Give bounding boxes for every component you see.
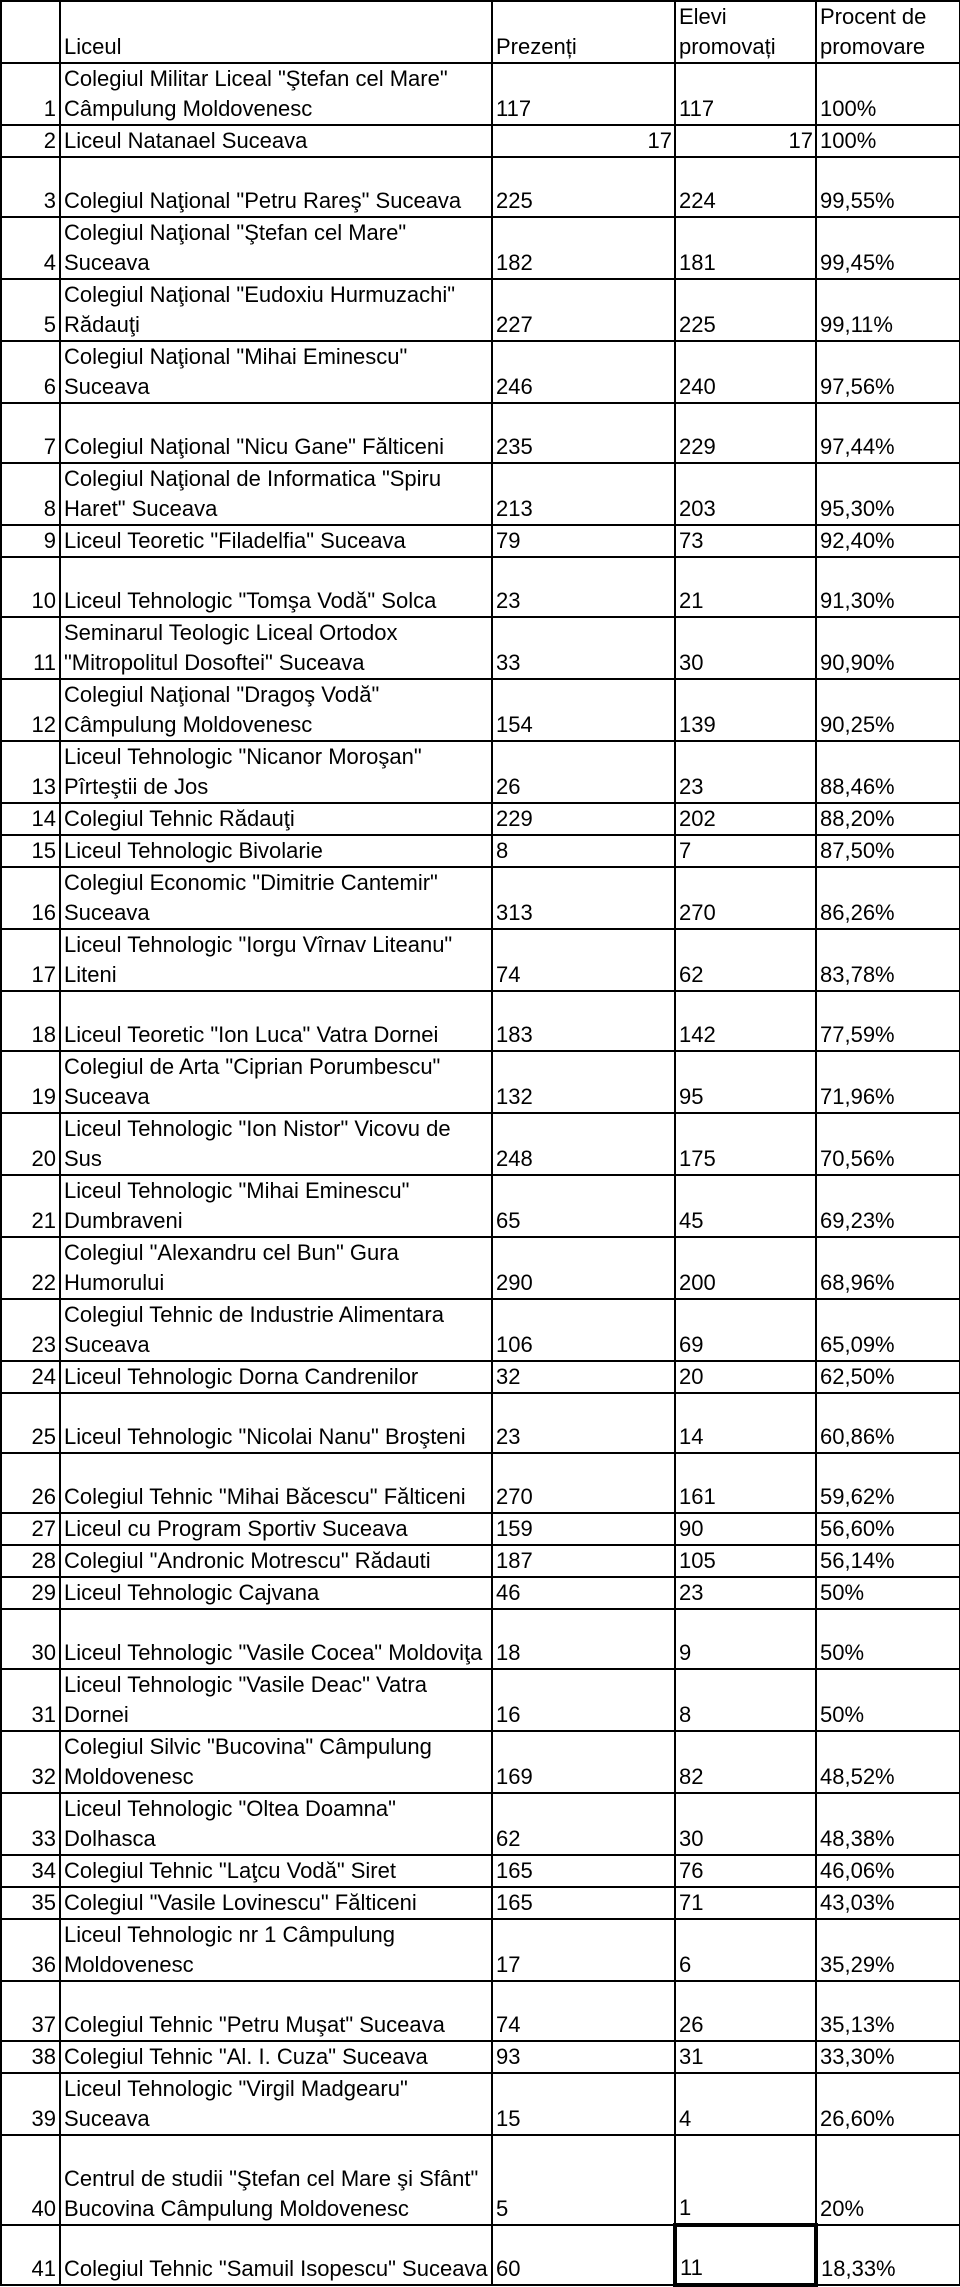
row-index: 5 (1, 279, 60, 341)
school-name: Liceul Tehnologic "Nicolai Nanu" Broşteni (60, 1393, 492, 1453)
present-count: 60 (492, 2225, 675, 2285)
promotion-percent: 88,20% (816, 803, 960, 835)
table-row (1, 1855, 960, 1887)
promotion-percent: 99,11% (816, 279, 960, 341)
promotion-percent: 35,29% (816, 1919, 960, 1981)
present-count: 227 (492, 279, 675, 341)
present-count: 23 (492, 1393, 675, 1453)
row-index: 39 (1, 2073, 60, 2135)
present-count: 165 (492, 1887, 675, 1919)
promotion-percent: 48,38% (816, 1793, 960, 1855)
school-name: Colegiul Naţional de Informatica "Spiru Haret" Suceava (60, 463, 492, 525)
school-name: Liceul Natanael Suceava (60, 125, 492, 157)
promotion-percent: 56,60% (816, 1513, 960, 1545)
school-name: Liceul Tehnologic "Mihai Eminescu" Dumbraveni (60, 1175, 492, 1237)
row-index: 41 (1, 2225, 60, 2285)
promoted-count: 270 (675, 867, 816, 929)
promoted-count: 181 (675, 217, 816, 279)
promotion-percent: 100% (816, 63, 960, 125)
present-count: 169 (492, 1731, 675, 1793)
row-index: 35 (1, 1887, 60, 1919)
school-name: Liceul Tehnologic Bivolarie (60, 835, 492, 867)
promoted-count: 90 (675, 1513, 816, 1545)
table-row (1, 157, 960, 217)
present-count: 248 (492, 1113, 675, 1175)
row-index: 2 (1, 125, 60, 157)
promotion-percent: 88,46% (816, 741, 960, 803)
row-index: 8 (1, 463, 60, 525)
table-row (1, 1887, 960, 1919)
table-row (1, 279, 960, 341)
school-name: Colegiul Silvic "Bucovina" Câmpulung Moldovenesc (60, 1731, 492, 1793)
promotion-percent: 43,03% (816, 1887, 960, 1919)
promoted-count: 17 (675, 125, 816, 157)
table-row (1, 1793, 960, 1855)
school-name: Liceul Tehnologic "Oltea Doamna" Dolhasca (60, 1793, 492, 1855)
table-row (1, 1051, 960, 1113)
row-index: 27 (1, 1513, 60, 1545)
present-count: 213 (492, 463, 675, 525)
table-row (1, 617, 960, 679)
school-name: Colegiul "Andronic Motrescu" Rădauti (60, 1545, 492, 1577)
school-name: Colegiul Naţional "Eudoxiu Hurmuzachi" Rădauţi (60, 279, 492, 341)
school-name: Colegiul de Arta "Ciprian Porumbescu" Suceava (60, 1051, 492, 1113)
promoted-count: 30 (675, 617, 816, 679)
promotion-percent: 50% (816, 1609, 960, 1669)
table-row (1, 1731, 960, 1793)
school-name: Liceul Tehnologic Cajvana (60, 1577, 492, 1609)
promotion-percent: 83,78% (816, 929, 960, 991)
promotion-percent: 92,40% (816, 525, 960, 557)
present-count: 15 (492, 2073, 675, 2135)
promotion-percent: 26,60% (816, 2073, 960, 2135)
promoted-count: 23 (675, 741, 816, 803)
promotion-percent: 20% (816, 2135, 960, 2225)
school-name: Colegiul Tehnic "Laţcu Vodă" Siret (60, 1855, 492, 1887)
row-index: 36 (1, 1919, 60, 1981)
row-index: 6 (1, 341, 60, 403)
row-index: 25 (1, 1393, 60, 1453)
school-name: Liceul Tehnologic "Nicanor Moroşan" Pîrteştii de Jos (60, 741, 492, 803)
school-name: Colegiul Naţional "Ştefan cel Mare" Suceava (60, 217, 492, 279)
promotion-percent: 65,09% (816, 1299, 960, 1361)
table-row (1, 1919, 960, 1981)
table-row (1, 1299, 960, 1361)
table-row (1, 1513, 960, 1545)
promoted-count: 31 (675, 2041, 816, 2073)
present-count: 159 (492, 1513, 675, 1545)
table-row (1, 63, 960, 125)
promotion-percent: 100% (816, 125, 960, 157)
promotion-percent: 35,13% (816, 1981, 960, 2041)
row-index: 37 (1, 1981, 60, 2041)
promoted-count: 203 (675, 463, 816, 525)
school-name: Colegiul Naţional "Mihai Eminescu" Suceava (60, 341, 492, 403)
present-count: 165 (492, 1855, 675, 1887)
present-count: 182 (492, 217, 675, 279)
present-count: 17 (492, 1919, 675, 1981)
row-index: 31 (1, 1669, 60, 1731)
header-percent: Procent de promovare (816, 1, 960, 63)
promoted-count: 161 (675, 1453, 816, 1513)
promotion-percent: 60,86% (816, 1393, 960, 1453)
school-name: Colegiul Tehnic "Al. I. Cuza" Suceava (60, 2041, 492, 2073)
promotion-percent: 62,50% (816, 1361, 960, 1393)
school-name: Colegiul Tehnic Rădauţi (60, 803, 492, 835)
table-row (1, 125, 960, 157)
present-count: 18 (492, 1609, 675, 1669)
row-index: 12 (1, 679, 60, 741)
school-name: Liceul Tehnologic "Tomşa Vodă" Solca (60, 557, 492, 617)
promoted-count: 142 (675, 991, 816, 1051)
header-present: Prezenți (492, 1, 675, 63)
row-index: 15 (1, 835, 60, 867)
table-row (1, 2073, 960, 2135)
table-row (1, 991, 960, 1051)
school-name: Colegiul Tehnic de Industrie Alimentara Suceava (60, 1299, 492, 1361)
promoted-count: 11 (675, 2225, 816, 2285)
school-name: Colegiul Naţional "Petru Rareş" Suceava (60, 157, 492, 217)
promotion-percent: 99,45% (816, 217, 960, 279)
promoted-count: 4 (675, 2073, 816, 2135)
promoted-count: 26 (675, 1981, 816, 2041)
promotion-percent: 50% (816, 1577, 960, 1609)
promoted-count: 8 (675, 1669, 816, 1731)
present-count: 313 (492, 867, 675, 929)
present-count: 8 (492, 835, 675, 867)
present-count: 62 (492, 1793, 675, 1855)
promoted-count: 73 (675, 525, 816, 557)
school-name: Liceul Tehnologic "Vasile Deac" Vatra Dornei (60, 1669, 492, 1731)
table-row (1, 1981, 960, 2041)
table-row (1, 867, 960, 929)
table-row (1, 1113, 960, 1175)
row-index: 21 (1, 1175, 60, 1237)
row-index: 38 (1, 2041, 60, 2073)
table-row (1, 341, 960, 403)
table-row (1, 835, 960, 867)
present-count: 79 (492, 525, 675, 557)
row-index: 4 (1, 217, 60, 279)
promotion-percent: 87,50% (816, 835, 960, 867)
school-name: Colegiul Tehnic "Samuil Isopescu" Suceava (60, 2225, 492, 2285)
school-name: Colegiul Tehnic "Petru Muşat" Suceava (60, 1981, 492, 2041)
header-school: Liceul (60, 1, 492, 63)
table-row (1, 1237, 960, 1299)
school-name: Liceul Tehnologic "Virgil Madgearu" Suceava (60, 2073, 492, 2135)
school-name: Seminarul Teologic Liceal Ortodox "Mitropolitul Dosoftei" Suceava (60, 617, 492, 679)
promoted-count: 225 (675, 279, 816, 341)
present-count: 187 (492, 1545, 675, 1577)
promoted-count: 23 (675, 1577, 816, 1609)
table-row (1, 525, 960, 557)
header-index (1, 1, 60, 63)
present-count: 117 (492, 63, 675, 125)
promoted-count: 62 (675, 929, 816, 991)
row-index: 24 (1, 1361, 60, 1393)
present-count: 26 (492, 741, 675, 803)
school-name: Colegiul Tehnic "Mihai Băcescu" Fălticeni (60, 1453, 492, 1513)
present-count: 225 (492, 157, 675, 217)
present-count: 290 (492, 1237, 675, 1299)
school-name: Centrul de studii "Ştefan cel Mare şi Sfânt" Bucovina Câmpulung Moldovenesc (60, 2135, 492, 2225)
present-count: 5 (492, 2135, 675, 2225)
promotion-percent: 18,33% (816, 2225, 960, 2285)
promoted-count: 6 (675, 1919, 816, 1981)
promotion-percent: 59,62% (816, 1453, 960, 1513)
table-row (1, 1669, 960, 1731)
row-index: 9 (1, 525, 60, 557)
promotion-percent: 70,56% (816, 1113, 960, 1175)
promotion-percent: 46,06% (816, 1855, 960, 1887)
promoted-count: 45 (675, 1175, 816, 1237)
promotion-percent: 56,14% (816, 1545, 960, 1577)
table-row (1, 929, 960, 991)
promotion-percent: 71,96% (816, 1051, 960, 1113)
present-count: 65 (492, 1175, 675, 1237)
promoted-count: 9 (675, 1609, 816, 1669)
row-index: 29 (1, 1577, 60, 1609)
table-row (1, 1175, 960, 1237)
school-name: Colegiul Economic "Dimitrie Cantemir" Suceava (60, 867, 492, 929)
table-row (1, 803, 960, 835)
present-count: 183 (492, 991, 675, 1051)
school-name: Colegiul Naţional "Nicu Gane" Fălticeni (60, 403, 492, 463)
promotion-percent: 97,56% (816, 341, 960, 403)
row-index: 40 (1, 2135, 60, 2225)
table-row (1, 1545, 960, 1577)
promotion-percent: 69,23% (816, 1175, 960, 1237)
school-name: Liceul Tehnologic Dorna Candrenilor (60, 1361, 492, 1393)
promoted-count: 82 (675, 1731, 816, 1793)
school-name: Liceul Teoretic "Ion Luca" Vatra Dornei (60, 991, 492, 1051)
row-index: 10 (1, 557, 60, 617)
school-name: Liceul Tehnologic "Vasile Cocea" Moldoviţa (60, 1609, 492, 1669)
promoted-count: 175 (675, 1113, 816, 1175)
promotion-percent: 50% (816, 1669, 960, 1731)
row-index: 16 (1, 867, 60, 929)
table-row (1, 403, 960, 463)
promotion-percent: 90,90% (816, 617, 960, 679)
promoted-count: 240 (675, 341, 816, 403)
row-index: 23 (1, 1299, 60, 1361)
row-index: 3 (1, 157, 60, 217)
promoted-count: 20 (675, 1361, 816, 1393)
school-name: Liceul Tehnologic "Ion Nistor" Vicovu de Sus (60, 1113, 492, 1175)
row-index: 11 (1, 617, 60, 679)
row-index: 1 (1, 63, 60, 125)
present-count: 106 (492, 1299, 675, 1361)
present-count: 46 (492, 1577, 675, 1609)
table-row (1, 463, 960, 525)
promoted-count: 14 (675, 1393, 816, 1453)
school-name: Colegiul Militar Liceal "Ştefan cel Mare" Câmpulung Moldovenesc (60, 63, 492, 125)
promoted-count: 95 (675, 1051, 816, 1113)
promotion-percent: 33,30% (816, 2041, 960, 2073)
header-row (1, 1, 960, 63)
promotion-percent: 48,52% (816, 1731, 960, 1793)
promoted-count: 69 (675, 1299, 816, 1361)
present-count: 93 (492, 2041, 675, 2073)
promotion-percent: 91,30% (816, 557, 960, 617)
row-index: 20 (1, 1113, 60, 1175)
promotion-percent: 86,26% (816, 867, 960, 929)
table-row (1, 557, 960, 617)
promoted-count: 76 (675, 1855, 816, 1887)
present-count: 16 (492, 1669, 675, 1731)
table-row (1, 1577, 960, 1609)
promoted-count: 71 (675, 1887, 816, 1919)
promoted-count: 30 (675, 1793, 816, 1855)
present-count: 235 (492, 403, 675, 463)
promoted-count: 7 (675, 835, 816, 867)
table-row (1, 1609, 960, 1669)
table-row (1, 2041, 960, 2073)
present-count: 17 (492, 125, 675, 157)
promoted-count: 202 (675, 803, 816, 835)
school-name: Liceul Tehnologic nr 1 Câmpulung Moldovenesc (60, 1919, 492, 1981)
row-index: 17 (1, 929, 60, 991)
table-row (1, 1393, 960, 1453)
present-count: 23 (492, 557, 675, 617)
row-index: 26 (1, 1453, 60, 1513)
promoted-count: 117 (675, 63, 816, 125)
row-index: 32 (1, 1731, 60, 1793)
promoted-count: 224 (675, 157, 816, 217)
school-name: Liceul cu Program Sportiv Suceava (60, 1513, 492, 1545)
present-count: 229 (492, 803, 675, 835)
row-index: 30 (1, 1609, 60, 1669)
header-promoted: Elevi promovați (675, 1, 816, 63)
row-index: 7 (1, 403, 60, 463)
school-name: Colegiul Naţional "Dragoş Vodă" Câmpulung Moldovenesc (60, 679, 492, 741)
promotion-percent: 77,59% (816, 991, 960, 1051)
promoted-count: 21 (675, 557, 816, 617)
present-count: 32 (492, 1361, 675, 1393)
present-count: 33 (492, 617, 675, 679)
row-index: 18 (1, 991, 60, 1051)
table-row (1, 1453, 960, 1513)
promoted-count: 139 (675, 679, 816, 741)
promotion-percent: 97,44% (816, 403, 960, 463)
present-count: 74 (492, 1981, 675, 2041)
row-index: 22 (1, 1237, 60, 1299)
present-count: 74 (492, 929, 675, 991)
school-name: Colegiul "Alexandru cel Bun" Gura Humorului (60, 1237, 492, 1299)
present-count: 132 (492, 1051, 675, 1113)
table-row (1, 741, 960, 803)
promotion-percent: 68,96% (816, 1237, 960, 1299)
row-index: 33 (1, 1793, 60, 1855)
promoted-count: 229 (675, 403, 816, 463)
school-name: Liceul Tehnologic "Iorgu Vîrnav Liteanu" Liteni (60, 929, 492, 991)
table-row (1, 2225, 960, 2285)
table-row (1, 1361, 960, 1393)
present-count: 270 (492, 1453, 675, 1513)
promoted-count: 200 (675, 1237, 816, 1299)
school-name: Colegiul "Vasile Lovinescu" Fălticeni (60, 1887, 492, 1919)
row-index: 13 (1, 741, 60, 803)
row-index: 28 (1, 1545, 60, 1577)
present-count: 154 (492, 679, 675, 741)
present-count: 246 (492, 341, 675, 403)
promotion-percent: 95,30% (816, 463, 960, 525)
row-index: 14 (1, 803, 60, 835)
table-row (1, 217, 960, 279)
school-name: Liceul Teoretic "Filadelfia" Suceava (60, 525, 492, 557)
promotion-percent: 90,25% (816, 679, 960, 741)
table-row (1, 2135, 960, 2225)
row-index: 34 (1, 1855, 60, 1887)
promotion-percent: 99,55% (816, 157, 960, 217)
promoted-count: 105 (675, 1545, 816, 1577)
promoted-count: 1 (675, 2135, 816, 2225)
row-index: 19 (1, 1051, 60, 1113)
table-row (1, 679, 960, 741)
